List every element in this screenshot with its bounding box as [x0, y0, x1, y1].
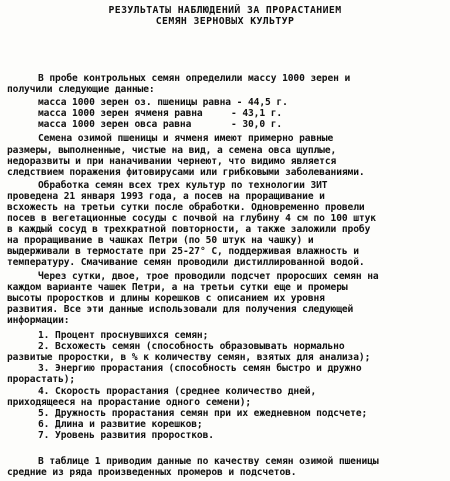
counting-paragraph-line-3: высоты проростков и длины корешков с описанием их уровня [7, 293, 325, 304]
list-item-4: 4. Скорость прорастания (среднее количество дней, [38, 386, 317, 397]
seeds-paragraph-line-4: следствием поражения фитовирусами или грибковыми заболеваниями. [7, 167, 365, 178]
counting-paragraph-line-4: развития. Все эти данные использовали для получения следующей [7, 304, 354, 315]
list-item-1: 1. Процент проснувшихся семян; [38, 330, 209, 341]
list-item-2-continued: развитые проростки, в % к количеству семян, взятых для анализа); [7, 352, 371, 363]
list-item-4-continued: приходящееся на прорастание одного семени); [7, 397, 252, 408]
seeds-paragraph-line-2: размеры, выполненные, чистые на вид, а семена овса щуплые, [7, 145, 337, 156]
processing-paragraph-line-8: температуру. Смачивание семян проводили дистиллированной водой. [7, 257, 365, 268]
processing-paragraph-line-4: посев в вегетационные сосуды с почвой на глубину 4 см по 100 штук [7, 213, 376, 224]
seeds-paragraph-line-1: Семена озимой пшеницы и ячменя имеют примерно равные [38, 133, 334, 144]
processing-paragraph-line-5: в каждый сосуд в трехкратной повторности, а также заложили пробу [7, 224, 371, 235]
processing-paragraph-line-1: Обработка семян всех трех культур по технологии ЗИТ [38, 180, 328, 191]
list-item-3: 3. Энергию прорастания (способность семян быстро и дружно [38, 363, 362, 374]
document-title-line-1: РЕЗУЛЬТАТЫ НАБЛЮДЕНИЙ ЗА ПРОРАСТАНИЕМ [108, 5, 342, 16]
processing-paragraph-line-6: на проращивание в чашках Петри (по 50 штук на чашку) и [7, 235, 314, 246]
seeds-paragraph-line-3: недоразвиты и при наначивании чернеют, что видимо является [7, 156, 337, 167]
intro-line-2: получили следующие данные: [7, 84, 155, 95]
closing-line-1: В таблице 1 приводим данные по качеству семян озимой пшеницы [38, 456, 379, 467]
intro-line-1: В пробе контрольных семян определили массу 1000 зерен и [38, 73, 351, 84]
processing-paragraph-line-7: выдерживали в термостате при 25-27° С, поддерживая влажность и [7, 246, 359, 257]
document-title-line-2: СЕМЯН ЗЕРНОВЫХ КУЛЬТУР [155, 16, 295, 27]
counting-paragraph-line-1: Через сутки, двое, трое проводили подсчет проросших семян на [38, 271, 379, 282]
list-item-2: 2. Всхожесть семян (способность образовывать нормально [38, 341, 345, 352]
list-item-3-continued: прорастать); [7, 374, 76, 385]
mass-line-1: масса 1000 зерен оз. пшеницы равна - 44,5 г. [38, 97, 288, 108]
processing-paragraph-line-3: всхожесть на третьи сутки после обработки. Одновременно провели [7, 202, 365, 213]
list-item-7: 7. Уровень развития проростков. [38, 430, 214, 441]
counting-paragraph-line-2: каждом варианте чашек Петри, а на третьи сутки еще и промеры [7, 282, 348, 293]
list-item-6: 6. Длина и развитие корешков; [38, 419, 203, 430]
counting-paragraph-line-5: информации: [7, 315, 70, 326]
list-item-5: 5. Дружность прорастания семян при их ежедневном подсчете; [38, 408, 368, 419]
mass-line-3: масса 1000 зерен овса равна - 30,0 г. [38, 119, 283, 130]
mass-line-2: масса 1000 зерен ячменя равна - 43,1 г. [38, 108, 283, 119]
processing-paragraph-line-2: проведена 21 января 1993 года, а посев на проращивание и [7, 191, 325, 202]
closing-line-2: средние из ряда произведенных промеров и подсчетов. [7, 467, 297, 478]
